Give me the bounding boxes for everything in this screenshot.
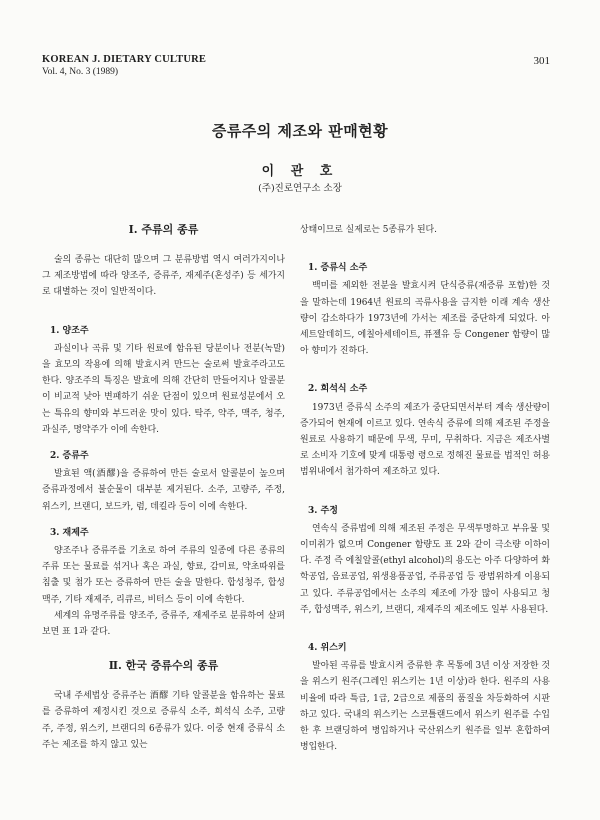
continuation-text: 상태이므로 실제로는 5종류가 된다. xyxy=(300,225,437,235)
subheading-whisky: 4. 위스키 xyxy=(308,643,347,654)
subheading-distilled-soju: 1. 증류식 소주 xyxy=(308,263,368,274)
distilled-paragraph: 발효된 액(酒醪)을 증류하여 만든 술로서 알콜분이 높으며 증류과정에서 불순물이 대부분 제거된다. 소주, 고량주, 주정, 위스키, 브랜디, 보드카, 럼, 데킬라 등이 이에 속한다. xyxy=(42,469,285,512)
page-number: 301 xyxy=(533,55,550,67)
subheading-reprocessed: 3. 재제주 xyxy=(50,527,89,538)
section-heading-types: Ⅰ. 주류의 종류 xyxy=(128,223,199,236)
distilled-soju-paragraph: 백미를 제외한 전분을 발효시켜 단식증류(재증류 포함)한 것을 말하는데 1964년 원료의 곡류사용을 금지한 이래 계속 생산량이 감소하다가 1973년에 가서는 제조를 중단하게 되었다. 아세트알데히드, 에칠아세테이트, 퓨젤유 등 Congener 함량이 많아 향미가 진하다. xyxy=(300,281,550,357)
classification-paragraph: 세계의 유명주류를 양조주, 증류주, 재제주로 분류하여 살펴보면 표 1과 같다. xyxy=(42,610,285,638)
diluted-soju-paragraph: 1973년 증류식 소주의 제조가 중단되면서부터 계속 생산량이 증가되어 현재에 이르고 있다. 연속식 증류에 의해 제조된 주정을 원료로 사용하기 때문에 무색, 무미, 무취하다. 지금은 제조사별로 소비자 기호에 맞게 대통령 령으로 정해진 물료를 법적인 허용범위내에서 첨가하여 제조하고 있다. xyxy=(300,402,550,478)
journal-title: KOREAN J. DIETARY CULTURE xyxy=(42,54,207,65)
subheading-diluted-soju: 2. 희석식 소주 xyxy=(308,384,368,395)
spirits-paragraph: 연속식 증류법에 의해 제조된 주정은 무색투명하고 부유물 및 이미취가 없으며 Congener 함량도 표 2와 같이 극소량 이하이다. 주정 즉 에칠알콜(ethyl alcohol)의 용도는 아주 다양하여 화학공업, 음료공업, 위생용품공업, 주류공업 등 광범위하게 이용되고 있다. 주류공업에서는 소주의 제조에 가장 많이 사용되고 청주, 합성맥주, 위스키, 브랜디, 재제주의 제조에도 일부 사용된다. xyxy=(300,523,550,615)
subheading-spirits: 3. 주정 xyxy=(308,505,338,516)
right-column xyxy=(300,222,550,755)
brewed-paragraph: 과실이나 곡류 및 기타 원료에 함유된 당분이나 전분(녹말)을 효모의 작용에 의해 발효시켜 만드는 술로써 발효주라고도 한다. 양조주의 특징은 발효에 의해 간단히 만들어지나 알콜분이 비교적 낮아 변패하기 쉬운 단점이 있으며 원료성분에서 오는 특유의 향미와 부드러운 맛이 있다. 탁주, 약주, 맥주, 청주, 과실주, 명약주가 이에 속한다. xyxy=(42,343,285,435)
intro-paragraph: 술의 종류는 대단히 많으며 그 분류방법 역시 여러가지이나 그 제조방법에 따라 양조주, 증류주, 재제주(혼성주) 등 세가지로 대별하는 것이 일반적이다. xyxy=(42,255,285,298)
section-heading-korean: Ⅱ. 한국 증류수의 종류 xyxy=(108,659,219,673)
journal-header xyxy=(42,54,206,78)
reprocessed-paragraph: 양조주나 증류주를 기초로 하여 주류의 일종에 다른 종류의 주류 또는 물료를 섞거나 혹은 과실, 향료, 감미료, 약초따위를 침출 및 첨가 또는 증류하여 만든 술을 말한다. 합성청주, 합성맥주, 기타 재제주, 리큐르, 비터스 등이 이에 속한다. xyxy=(42,546,285,605)
whisky-paragraph: 발아된 곡류를 발효시켜 증류한 후 목통에 3년 이상 저장한 것을 위스키 원주(그레인 위스키는 1년 이상)라 한다. 원주의 사용비율에 따라 특급, 1급, 2급으로 제품의 품질을 차등화하여 시판하고 있다. 국내의 위스키는 스코틀랜드에서 위스키 원주를 수입한 후 브랜딩하여 병입하거나 국산위스키 원주를 일부 혼합하여 병입한다. xyxy=(300,661,550,753)
left-column xyxy=(42,222,285,753)
subheading-distilled: 2. 증류주 xyxy=(50,451,89,462)
article-author: 이 관 호 xyxy=(261,164,339,179)
subheading-brewed: 1. 양조주 xyxy=(50,325,89,336)
author-affiliation: (주)진로연구소 소장 xyxy=(258,183,342,194)
korean-paragraph: 국내 주세법상 증류주는 酒醪 기타 알콜분을 함유하는 물료를 증류하여 제정시킨 것으로 증류식 소주, 희석식 소주, 고량주, 주정, 위스키, 브랜디의 6종류가 있다. 이중 현재 증류식 소주는 제조를 하지 않고 있는 xyxy=(42,691,285,750)
article-title: 증류주의 제조와 판매현황 xyxy=(211,122,389,140)
volume-info: Vol. 4, No. 3 (1989) xyxy=(42,67,119,77)
